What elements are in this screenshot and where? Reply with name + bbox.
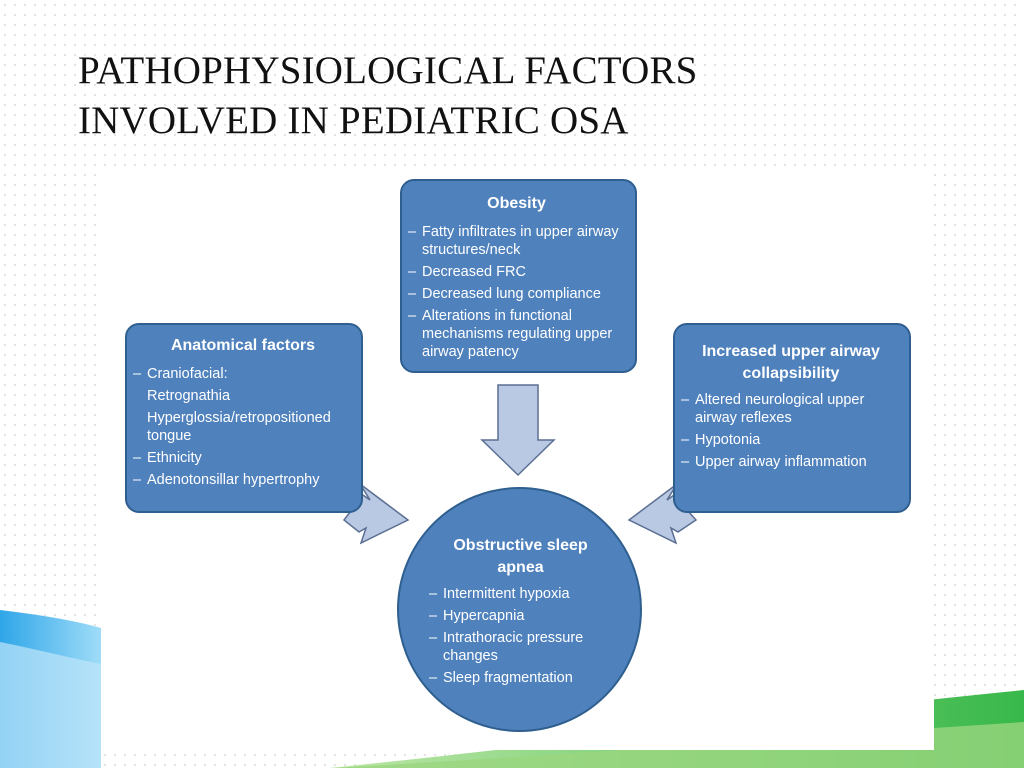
list-item: – Fatty infiltrates in upper airway structures/neck — [408, 223, 625, 259]
osa-circle — [397, 487, 642, 732]
slide-title — [78, 46, 698, 146]
list-item: – Adenotonsillar hypertrophy — [133, 471, 353, 489]
list-subitem: Hyperglossia/retropositioned tongue — [147, 410, 331, 444]
anatomical-factors-box — [125, 323, 363, 513]
collapsibility-box — [673, 323, 911, 513]
list-item: – Sleep fragmentation — [429, 669, 622, 687]
list-item: – Ethnicity — [133, 449, 353, 467]
list-item: – Intermittent hypoxia — [429, 585, 622, 603]
collapsibility-list — [681, 391, 901, 471]
list-item: – Alterations in functional mechanisms regulating upper airway patency — [408, 307, 625, 361]
collapsibility-heading: Increased upper airway collapsibility — [702, 343, 880, 382]
osa-heading: Obstructive sleep apnea — [453, 537, 588, 576]
obesity-list — [408, 223, 625, 361]
anatomical-list — [133, 365, 353, 489]
anatomical-heading: Anatomical factors — [170, 337, 316, 354]
list-item: – Hypercapnia — [429, 607, 622, 625]
list-item: – Upper airway inflammation — [681, 453, 901, 471]
osa-list — [429, 585, 622, 687]
list-item: – Decreased FRC — [408, 263, 625, 281]
list-item: – Hypotonia — [681, 431, 901, 449]
obesity-box — [400, 179, 637, 373]
list-item: – Decreased lung compliance — [408, 285, 625, 303]
title-line-1: PATHOPHYSIOLOGICAL FACTORS — [78, 49, 698, 92]
list-item: – Intrathoracic pressure changes — [429, 629, 622, 665]
obesity-heading: Obesity — [487, 195, 546, 212]
diagram-panel — [101, 168, 934, 750]
list-subitem: Retrognathia — [147, 388, 231, 404]
list-item: – Altered neurological upper airway reflexes — [681, 391, 901, 427]
arrow-obesity-to-osa — [482, 385, 554, 475]
title-line-2: INVOLVED IN PEDIATRIC OSA — [78, 99, 629, 142]
list-item: – Craniofacial: — [133, 365, 353, 383]
